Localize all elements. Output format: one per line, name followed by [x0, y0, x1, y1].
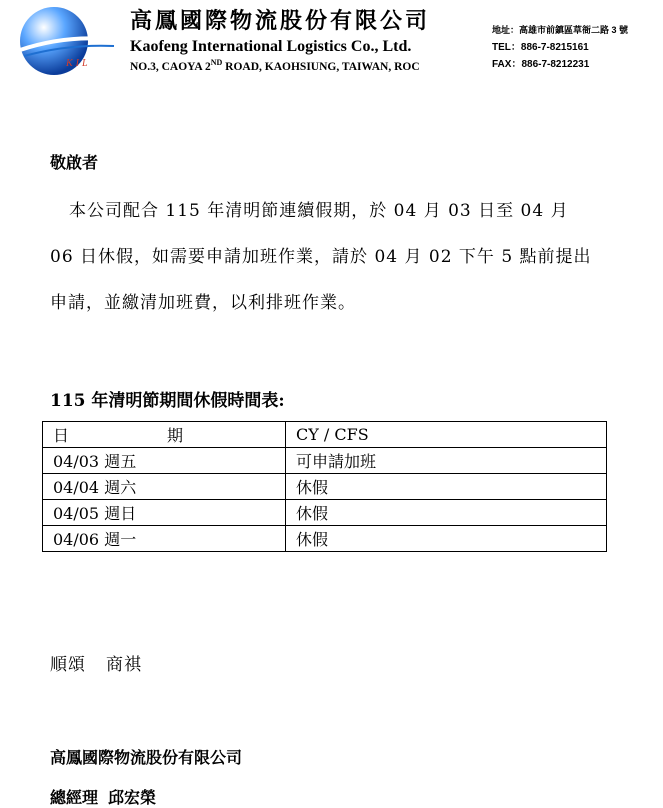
contact-block	[492, 22, 628, 73]
tel-line: TEL：886-7-8215161	[492, 42, 589, 53]
row-date: 04/05 週日	[43, 500, 286, 526]
address-prefix: NO.3, CAOYA 2	[130, 60, 211, 73]
company-address-en	[130, 58, 420, 73]
row-date: 04/06 週一	[43, 526, 286, 552]
date-header-part1: 日	[53, 426, 70, 445]
table-row	[43, 500, 607, 526]
closing-part2: 商祺	[106, 655, 142, 675]
table-header-row	[43, 422, 607, 448]
table-row	[43, 448, 607, 474]
letter-body: 本公司配合 115 年清明節連續假期，於 04 月 03 日至 04 月 06 日休假，如需要申請加班作業，請於 04 月 02 下午 5 點前提出申請，並繳清加班費，以利排班作業。	[50, 201, 592, 313]
logo-letters: KIL	[66, 58, 91, 69]
signature-name: 邱宏榮	[108, 788, 157, 807]
salutation: 敬啟者	[50, 153, 99, 172]
closing-part1: 順頌	[50, 655, 86, 675]
address-suffix: ROAD, KAOHSIUNG, TAIWAN, ROC	[222, 60, 420, 73]
schedule-title: 115 年清明節期間休假時間表:	[50, 391, 285, 411]
date-header	[43, 422, 286, 448]
row-status: 休假	[286, 526, 607, 552]
address-sup: ND	[210, 58, 223, 67]
company-logo	[18, 4, 118, 78]
schedule-table	[42, 421, 607, 552]
signature-title: 總經理	[50, 788, 99, 807]
closing-phrase	[50, 650, 162, 675]
row-status: 休假	[286, 500, 607, 526]
company-name-cn: 高鳳國際物流股份有限公司	[130, 8, 431, 34]
cy-cfs-header: CY / CFS	[286, 422, 607, 448]
row-date: 04/03 週五	[43, 448, 286, 474]
fax-line: FAX：886-7-8212231	[492, 59, 590, 70]
row-date: 04/04 週六	[43, 474, 286, 500]
signature-person	[50, 785, 166, 808]
row-status: 休假	[286, 474, 607, 500]
row-status: 可申請加班	[286, 448, 607, 474]
company-name-en: Kaofeng International Logistics Co., Ltd.	[130, 38, 412, 55]
date-header-part2: 期	[166, 426, 183, 445]
table-row	[43, 474, 607, 500]
signature-company: 高鳳國際物流股份有限公司	[50, 748, 243, 767]
address-cn: 地址：高雄市前鎮區草衙二路 3 號	[492, 25, 629, 35]
table-row	[43, 526, 607, 552]
